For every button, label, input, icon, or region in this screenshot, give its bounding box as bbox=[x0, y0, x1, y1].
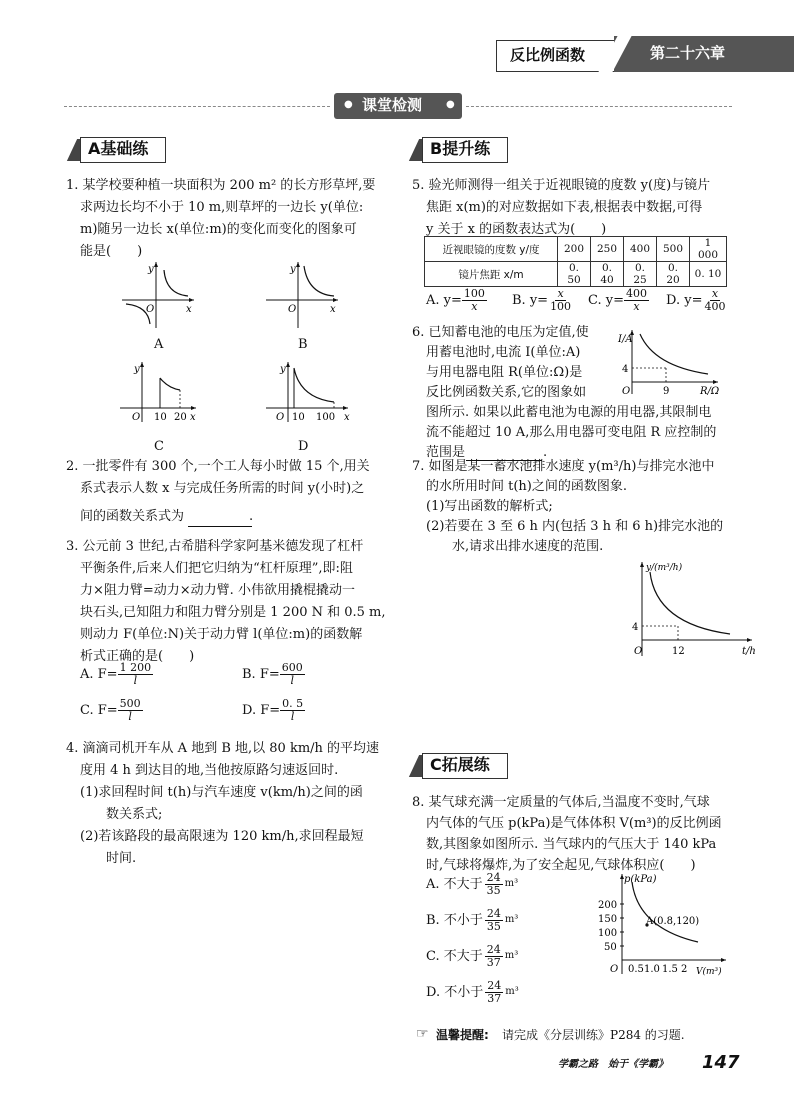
table-row bbox=[425, 237, 727, 262]
section-a-label: A基础练 bbox=[88, 139, 149, 158]
q8-y-tick: 200 bbox=[598, 900, 618, 911]
q7-line: 的水所用时间 t(h)之间的函数图象. bbox=[426, 479, 628, 494]
tip-text: 请完成《分层训练》P284 的习题. bbox=[502, 1028, 685, 1042]
table-cell: 0. 40 bbox=[591, 262, 624, 287]
table-cell: 0. 10 bbox=[690, 262, 727, 287]
q8-x-tick: 2 bbox=[681, 964, 688, 975]
q5-option-d[interactable]: D. y= $\frac{x}{400}$ bbox=[666, 287, 726, 313]
banner-rule-left bbox=[64, 106, 330, 107]
q3-line: 3. 公元前 3 世纪,古希腊科学家阿基米德发现了杠杆 bbox=[66, 539, 364, 554]
q4-line: (2)若该路段的最高限速为 120 km/h,求回程最短 bbox=[80, 829, 364, 844]
table-header-cell: 镜片焦距 x/m bbox=[425, 262, 558, 287]
table-cell: 0. 25 bbox=[624, 262, 657, 287]
q6-y-tick: 4 bbox=[622, 364, 629, 375]
svg-text:y: y bbox=[134, 364, 140, 375]
graph-a-label: A bbox=[154, 337, 164, 352]
svg-text:x: x bbox=[190, 412, 196, 423]
table-header-cell: 近视眼镜的度数 y/度 bbox=[425, 237, 558, 262]
q8-point-label: A(0.8,120) bbox=[646, 916, 700, 927]
q7-line: (2)若要在 3 至 6 h 内(包括 3 h 和 6 h)排完水池的 bbox=[426, 519, 724, 534]
q2-line: 间的函数关系式为 . bbox=[80, 509, 254, 524]
table-cell: 0. 50 bbox=[558, 262, 591, 287]
svg-text:y: y bbox=[290, 264, 296, 275]
q5-line: y 关于 x 的函数表达式为( ) bbox=[426, 222, 607, 237]
q8-x-tick: 1.0 bbox=[644, 964, 660, 975]
q3-option-b[interactable]: B. F= $\frac{600}{l}$ bbox=[242, 661, 303, 687]
banner-rule-right bbox=[466, 106, 732, 107]
q4-line: 时间. bbox=[80, 851, 137, 866]
table-cell: 500 bbox=[657, 237, 690, 262]
page-number: 147 bbox=[702, 1052, 740, 1073]
graph-a bbox=[118, 258, 198, 330]
footer-slogan: 学霸之路 始于《学霸》 bbox=[558, 1059, 668, 1070]
q7-line: 水,请求出排水速度的范围. bbox=[426, 539, 604, 554]
q7-line: (1)写出函数的解析式; bbox=[426, 499, 553, 514]
q6-graph bbox=[610, 324, 728, 398]
q7-origin: O bbox=[634, 646, 643, 657]
q8-line: 数,其图象如图所示. 当气球内的气压大于 140 kPa bbox=[426, 837, 717, 852]
q6-line: 图所示. 如果以此蓄电池为电源的用电器,其限制电 bbox=[426, 405, 712, 420]
q7-y-tick: 4 bbox=[632, 622, 639, 633]
graph-c-tick: 20 bbox=[174, 412, 187, 423]
q4-line: 度用 4 h 到达目的地,当他按原路匀速返回时. bbox=[80, 763, 339, 778]
svg-text:O: O bbox=[288, 304, 297, 315]
q8-line: 内气体的气压 p(kPa)是气体体积 V(m³)的反比例函 bbox=[426, 816, 722, 831]
q6-line: 用蓄电池时,电流 I(单位:A) bbox=[426, 345, 581, 360]
graph-c-tick: 10 bbox=[154, 412, 167, 423]
q3-line: 力×阻力臂=动力×动力臂. 小伟欲用撬棍撬动一 bbox=[80, 583, 355, 598]
banner-title: 课堂检测 bbox=[362, 96, 423, 114]
q3-option-d[interactable]: D. F= $\frac{0. 5}{l}$ bbox=[242, 697, 304, 723]
svg-text:y: y bbox=[148, 264, 154, 275]
q8-origin: O bbox=[610, 964, 619, 975]
q7-line: 7. 如图是某一蓄水池排水速度 y(m³/h)与排完水池中 bbox=[412, 459, 715, 474]
svg-text:O: O bbox=[146, 304, 155, 315]
graph-d-tick: 10 bbox=[292, 412, 305, 423]
q7-y-axis-label: y/(m³/h) bbox=[646, 563, 683, 573]
svg-text:x: x bbox=[330, 304, 336, 315]
q3-line: 块石头,已知阻力和阻力臂分别是 1 200 N 和 0.5 m, bbox=[80, 605, 386, 620]
q4-line: 数关系式; bbox=[80, 807, 163, 822]
table-cell: 0. 20 bbox=[657, 262, 690, 287]
q8-line: 时,气球将爆炸,为了安全起见,气球体积应( ) bbox=[426, 858, 696, 873]
graph-c bbox=[116, 358, 202, 426]
table-cell: 1 000 bbox=[690, 237, 727, 262]
q8-option-d[interactable]: D. 不小于 $\frac{24}{37}$ m³ bbox=[426, 979, 519, 1005]
svg-text:x: x bbox=[186, 304, 192, 315]
q6-line: 6. 已知蓄电池的电压为定值,使 bbox=[412, 325, 589, 340]
q8-x-tick: 1.5 bbox=[662, 964, 678, 975]
q8-y-tick: 50 bbox=[604, 942, 617, 953]
q5-line: 5. 验光师测得一组关于近视眼镜的度数 y(度)与镜片 bbox=[412, 178, 711, 193]
svg-text:y: y bbox=[280, 364, 286, 375]
section-b-label: B提升练 bbox=[430, 139, 491, 158]
graph-d-label: D bbox=[298, 439, 309, 454]
q1-line: 求两边长均不小于 10 m,则草坪的一边长 y(单位: bbox=[80, 200, 364, 215]
graph-d-tick: 100 bbox=[316, 412, 336, 423]
q2-line: 系式表示人数 x 与完成任务所需的时间 y(小时)之 bbox=[80, 481, 365, 496]
q1-line: m)随另一边长 x(单位:m)的变化而变化的图象可 bbox=[80, 222, 357, 237]
q8-option-b[interactable]: B. 不小于 $\frac{24}{35}$ m³ bbox=[426, 907, 519, 933]
q3-option-a[interactable]: A. F= $\frac{1 200}{l}$ bbox=[80, 661, 152, 687]
q6-line: 与用电器电阻 R(单位:Ω)是 bbox=[426, 365, 583, 380]
q5-option-b[interactable]: B. y= $\frac{x}{100}$ bbox=[512, 287, 572, 313]
table-cell: 200 bbox=[558, 237, 591, 262]
q1-line: 1. 某学校要种植一块面积为 200 m² 的长方形草坪,要 bbox=[66, 178, 376, 193]
svg-text:O: O bbox=[276, 412, 285, 423]
graph-b bbox=[262, 258, 342, 330]
q8-y-axis-label: p(kPa) bbox=[624, 874, 657, 885]
q2-answer-blank[interactable] bbox=[188, 526, 252, 527]
q3-option-c[interactable]: C. F= $\frac{500}{l}$ bbox=[80, 697, 141, 723]
tip-label: 温馨提醒: bbox=[436, 1028, 489, 1042]
graph-c-label: C bbox=[154, 439, 164, 454]
q8-x-axis-label: V(m³) bbox=[696, 967, 722, 977]
q6-line: 流不能超过 10 A,那么用电器可变电阻 R 应控制的 bbox=[426, 425, 717, 440]
q5-option-c[interactable]: C. y= $\frac{400}{x}$ bbox=[588, 287, 647, 313]
q6-y-axis-label: I/A bbox=[618, 334, 633, 345]
q3-line: 析式正确的是( ) bbox=[80, 649, 195, 664]
q7-x-tick: 12 bbox=[672, 646, 685, 657]
q8-y-tick: 150 bbox=[598, 914, 618, 925]
q5-option-a[interactable]: A. y= $\frac{100}{x}$ bbox=[426, 287, 485, 313]
q1-line: 能是( ) bbox=[80, 244, 143, 259]
q7-graph bbox=[626, 556, 766, 660]
q8-x-tick: 0.5 bbox=[628, 964, 644, 975]
q8-y-tick: 100 bbox=[598, 928, 618, 939]
q5-data-table bbox=[424, 236, 727, 287]
q2-line: 2. 一批零件有 300 个,一个工人每小时做 15 个,用关 bbox=[66, 459, 370, 474]
chapter-title: 反比例函数 bbox=[510, 46, 586, 64]
q4-line: 4. 滴滴司机开车从 A 地到 B 地,以 80 km/h 的平均速 bbox=[66, 741, 380, 756]
table-cell: 250 bbox=[591, 237, 624, 262]
q8-option-a[interactable]: A. 不大于 $\frac{24}{35}$ m³ bbox=[426, 871, 519, 897]
q8-line: 8. 某气球充满一定质量的气体后,当温度不变时,气球 bbox=[412, 795, 710, 810]
chapter-number: 第二十六章 bbox=[650, 44, 726, 62]
q4-line: (1)求回程时间 t(h)与汽车速度 v(km/h)之间的函 bbox=[80, 785, 363, 800]
svg-text:O: O bbox=[132, 412, 141, 423]
graph-d bbox=[262, 358, 352, 426]
q3-line: 平衡条件,后来人们把它归纳为“杠杆原理”,即:阻 bbox=[80, 561, 353, 576]
table-row bbox=[425, 262, 727, 287]
q6-x-axis-label: R/Ω bbox=[700, 386, 720, 397]
q3-line: 则动力 F(单位:N)关于动力臂 l(单位:m)的函数解 bbox=[80, 627, 363, 642]
table-cell: 400 bbox=[624, 237, 657, 262]
svg-text:x: x bbox=[344, 412, 350, 423]
q6-line: 反比例函数关系,它的图象如 bbox=[426, 385, 587, 400]
graph-b-label: B bbox=[298, 337, 308, 352]
q6-origin: O bbox=[622, 386, 631, 397]
banner-dot-icon: ● bbox=[446, 99, 455, 110]
banner-dot-icon: ● bbox=[344, 99, 353, 110]
q6-line: 范围是 . bbox=[426, 445, 548, 460]
q5-line: 焦距 x(m)的对应数据如下表,根据表中数据,可得 bbox=[426, 200, 703, 215]
q7-x-axis-label: t/h bbox=[742, 646, 756, 657]
q8-option-c[interactable]: C. 不大于 $\frac{24}{37}$ m³ bbox=[426, 943, 519, 969]
section-c-label: C拓展练 bbox=[430, 755, 490, 774]
q8-graph bbox=[592, 868, 732, 978]
q6-x-tick: 9 bbox=[663, 386, 670, 397]
pointing-hand-icon: ☞ bbox=[416, 1026, 429, 1042]
